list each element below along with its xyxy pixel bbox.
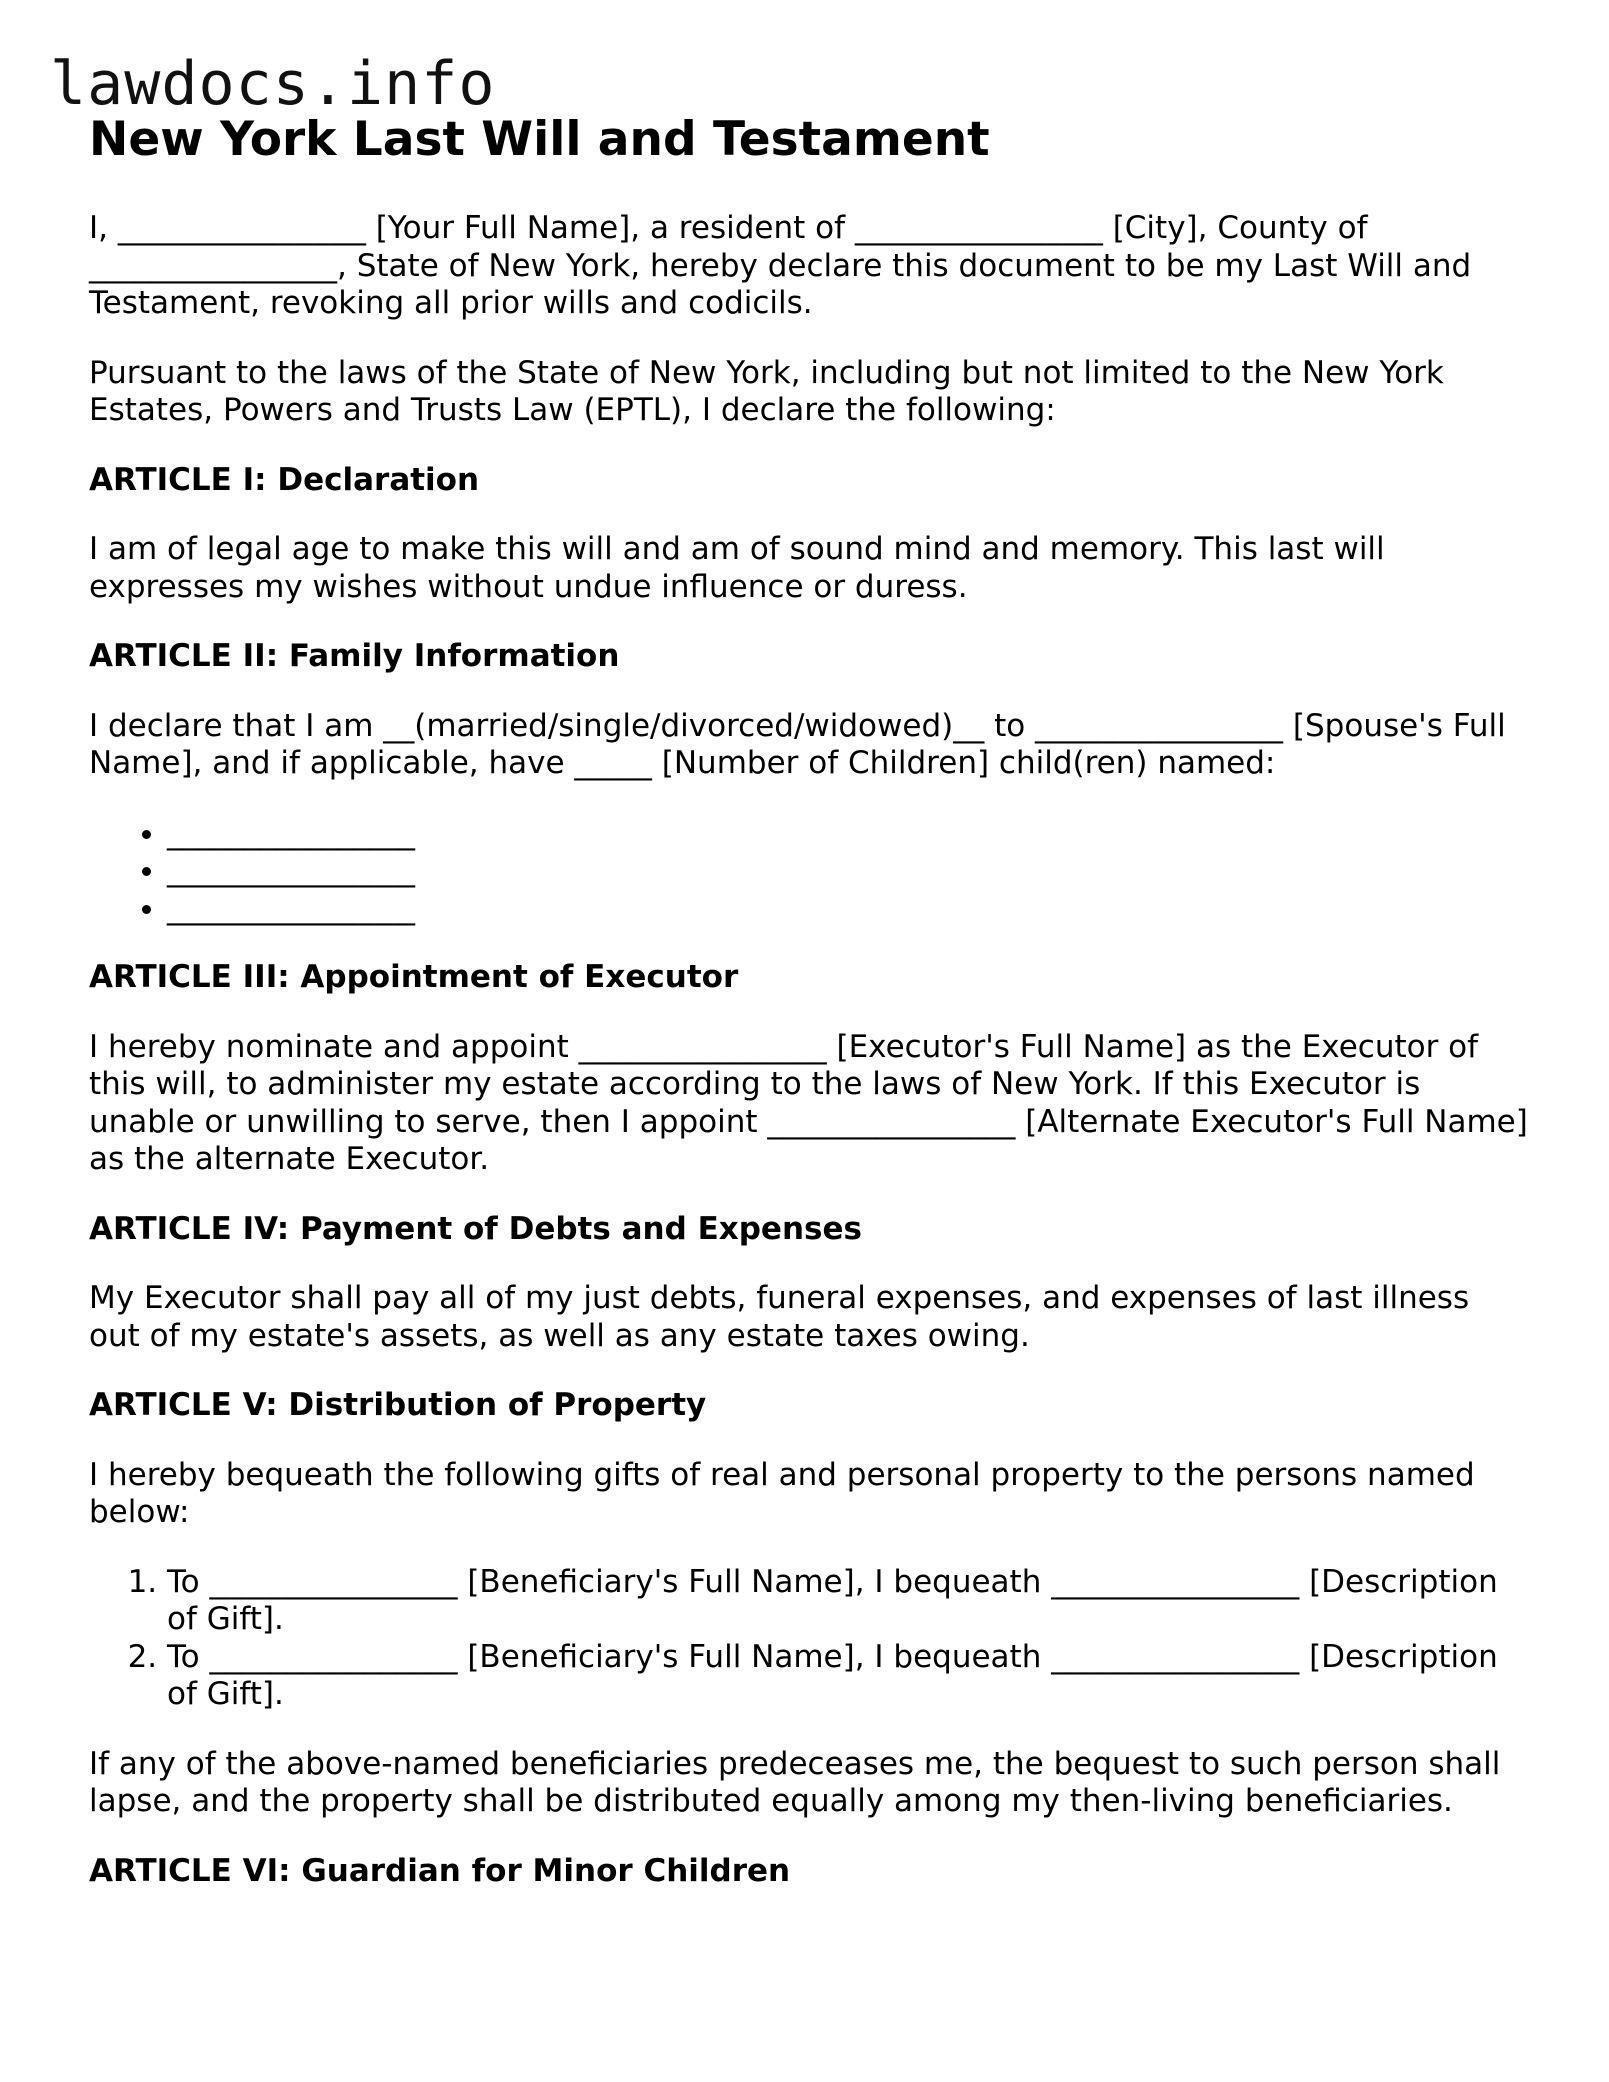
pursuant-paragraph: Pursuant to the laws of the State of New York, including but not limited to the New York Estates, Powers and Trusts Law (EPTL), I declare the following: — [89, 354, 1444, 428]
article-5-heading: ARTICLE V: Distribution of Property — [89, 1387, 707, 1423]
article-2-text: I declare that I am __(married/single/divorced/widowed)__ to ________________ [Spouse's Full Name], and if applicable, have _____ [Number of Children] child(ren) named: — [89, 707, 1506, 781]
list-item: • ________________ — [167, 852, 1529, 890]
list-item: • ________________ — [167, 815, 1529, 853]
article-1-text: I am of legal age to make this will and am of sound mind and memory. This last will expresses my wishes without undue influence or duress. — [89, 531, 1385, 605]
article-3-heading: ARTICLE III: Appointment of Executor — [89, 959, 739, 995]
article-4-heading: ARTICLE IV: Payment of Debts and Expenses — [89, 1210, 862, 1247]
article-5-text: I hereby bequeath the following gifts of real and personal property to the persons named below: — [89, 1456, 1475, 1530]
lapse-paragraph: If any of the above-named beneficiaries predeceases me, the bequest to such person shall lapse, and the property shall be distributed equally among my then-living beneficiaries. — [89, 1745, 1501, 1819]
list-item: 2. To ________________ [Beneficiary's Full Name], I bequeath ________________ [Description of Gift]. — [167, 1639, 1529, 1714]
will-document — [89, 108, 1529, 1890]
gifts-list — [89, 1564, 1529, 1714]
article-3-text: I hereby nominate and appoint ________________ [Executor's Full Name] as the Executor of this will, to administer my estate according to the laws of New York. If this Executor is unable or unwilling to serve, then I appoint ________________ [Alternate Executor's Full Name] as the alternate Executor. — [89, 1028, 1528, 1177]
children-list — [89, 815, 1529, 928]
site-watermark: lawdocs.info — [50, 49, 496, 119]
intro-paragraph: I, ________________ [Your Full Name], a resident of ________________ [City], County of ________________, State of New York, hereby declare this document to be my Last Will and Testament, revoking all prior wills and codicils. — [89, 210, 1472, 321]
article-2-heading: ARTICLE II: Family Information — [89, 638, 620, 674]
list-item: 1. To ________________ [Beneficiary's Full Name], I bequeath ________________ [Description of Gift]. — [167, 1564, 1529, 1639]
list-item: • ________________ — [167, 890, 1529, 928]
document-title: New York Last Will and Testament — [89, 112, 990, 167]
article-1-heading: ARTICLE I: Declaration — [89, 461, 480, 498]
article-4-text: My Executor shall pay all of my just debts, funeral expenses, and expenses of last illness out of my estate's assets, as well as any estate taxes owing. — [89, 1280, 1470, 1354]
article-6-heading: ARTICLE VI: Guardian for Minor Children — [89, 1852, 791, 1889]
